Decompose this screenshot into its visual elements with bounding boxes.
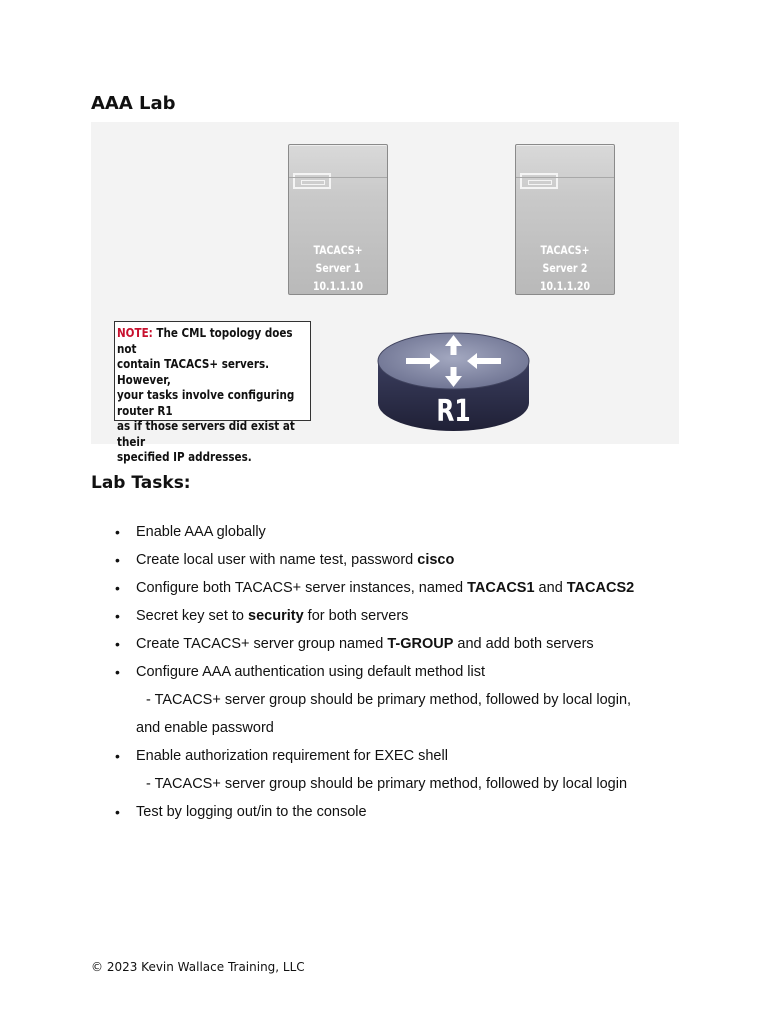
task-item [91,798,711,826]
task-list [91,518,711,826]
task-text: for both servers [303,608,409,624]
task-item [91,630,711,658]
task-keyword: cisco [417,552,455,568]
task-item [91,602,711,630]
task-subnote: - TACACS+ server group should be primary method, followed by local login [146,776,628,792]
task-text: Configure both TACACS+ server instances, named [136,580,468,596]
task-text: and add both servers [453,636,594,652]
task-text: Enable AAA globally [136,524,266,540]
router-r1-icon [376,331,531,435]
task-item [91,742,711,798]
task-text: Configure AAA authentication using default method list [136,664,486,680]
server-2-ip: 10.1.1.20 [539,279,591,293]
server-1-name: TACACS+ Server 1 [313,243,363,275]
topology-diagram [91,122,679,464]
task-subnote-continued: and enable password [136,720,274,736]
task-keyword: security [248,608,304,624]
server-1-ip: 10.1.1.10 [312,279,364,293]
task-text: Create TACACS+ server group named [136,636,388,652]
page-title: AAA Lab [91,93,176,114]
task-item [91,518,711,546]
lab-tasks-heading: Lab Tasks: [91,473,191,493]
note-body: The CML topology does not contain TACACS+ servers. However, your tasks involve configuring router R1 as if those servers did exist at their specified IP addresses. [117,325,295,464]
server-drive-bay-icon [293,173,331,189]
copyright-footer: © 2023 Kevin Wallace Training, LLC [91,960,305,974]
task-keyword: TACACS2 [566,580,635,596]
task-text: Test by logging out/in to the console [136,804,367,820]
task-keyword: TACACS1 [467,580,535,596]
server-1-label [298,241,378,295]
note-text [117,325,313,465]
cml-note-box [114,321,311,464]
task-item [91,658,711,742]
task-keyword: T-GROUP [387,636,454,652]
task-text: and [534,580,567,596]
server-2-name: TACACS+ Server 2 [540,243,590,275]
tacacs-server-2 [515,144,615,295]
task-text: Secret key set to [136,608,249,624]
task-text: Enable authorization requirement for EXEC shell [136,748,448,764]
server-drive-bay-icon [520,173,558,189]
task-item [91,546,711,574]
server-2-label [525,241,605,295]
task-text: Create local user with name test, password [136,552,418,568]
note-label: NOTE: [117,325,153,340]
tacacs-server-1 [288,144,388,295]
task-subnote: - TACACS+ server group should be primary method, followed by local login, [146,692,632,708]
router-label: R1 [436,394,471,429]
task-item [91,574,711,602]
